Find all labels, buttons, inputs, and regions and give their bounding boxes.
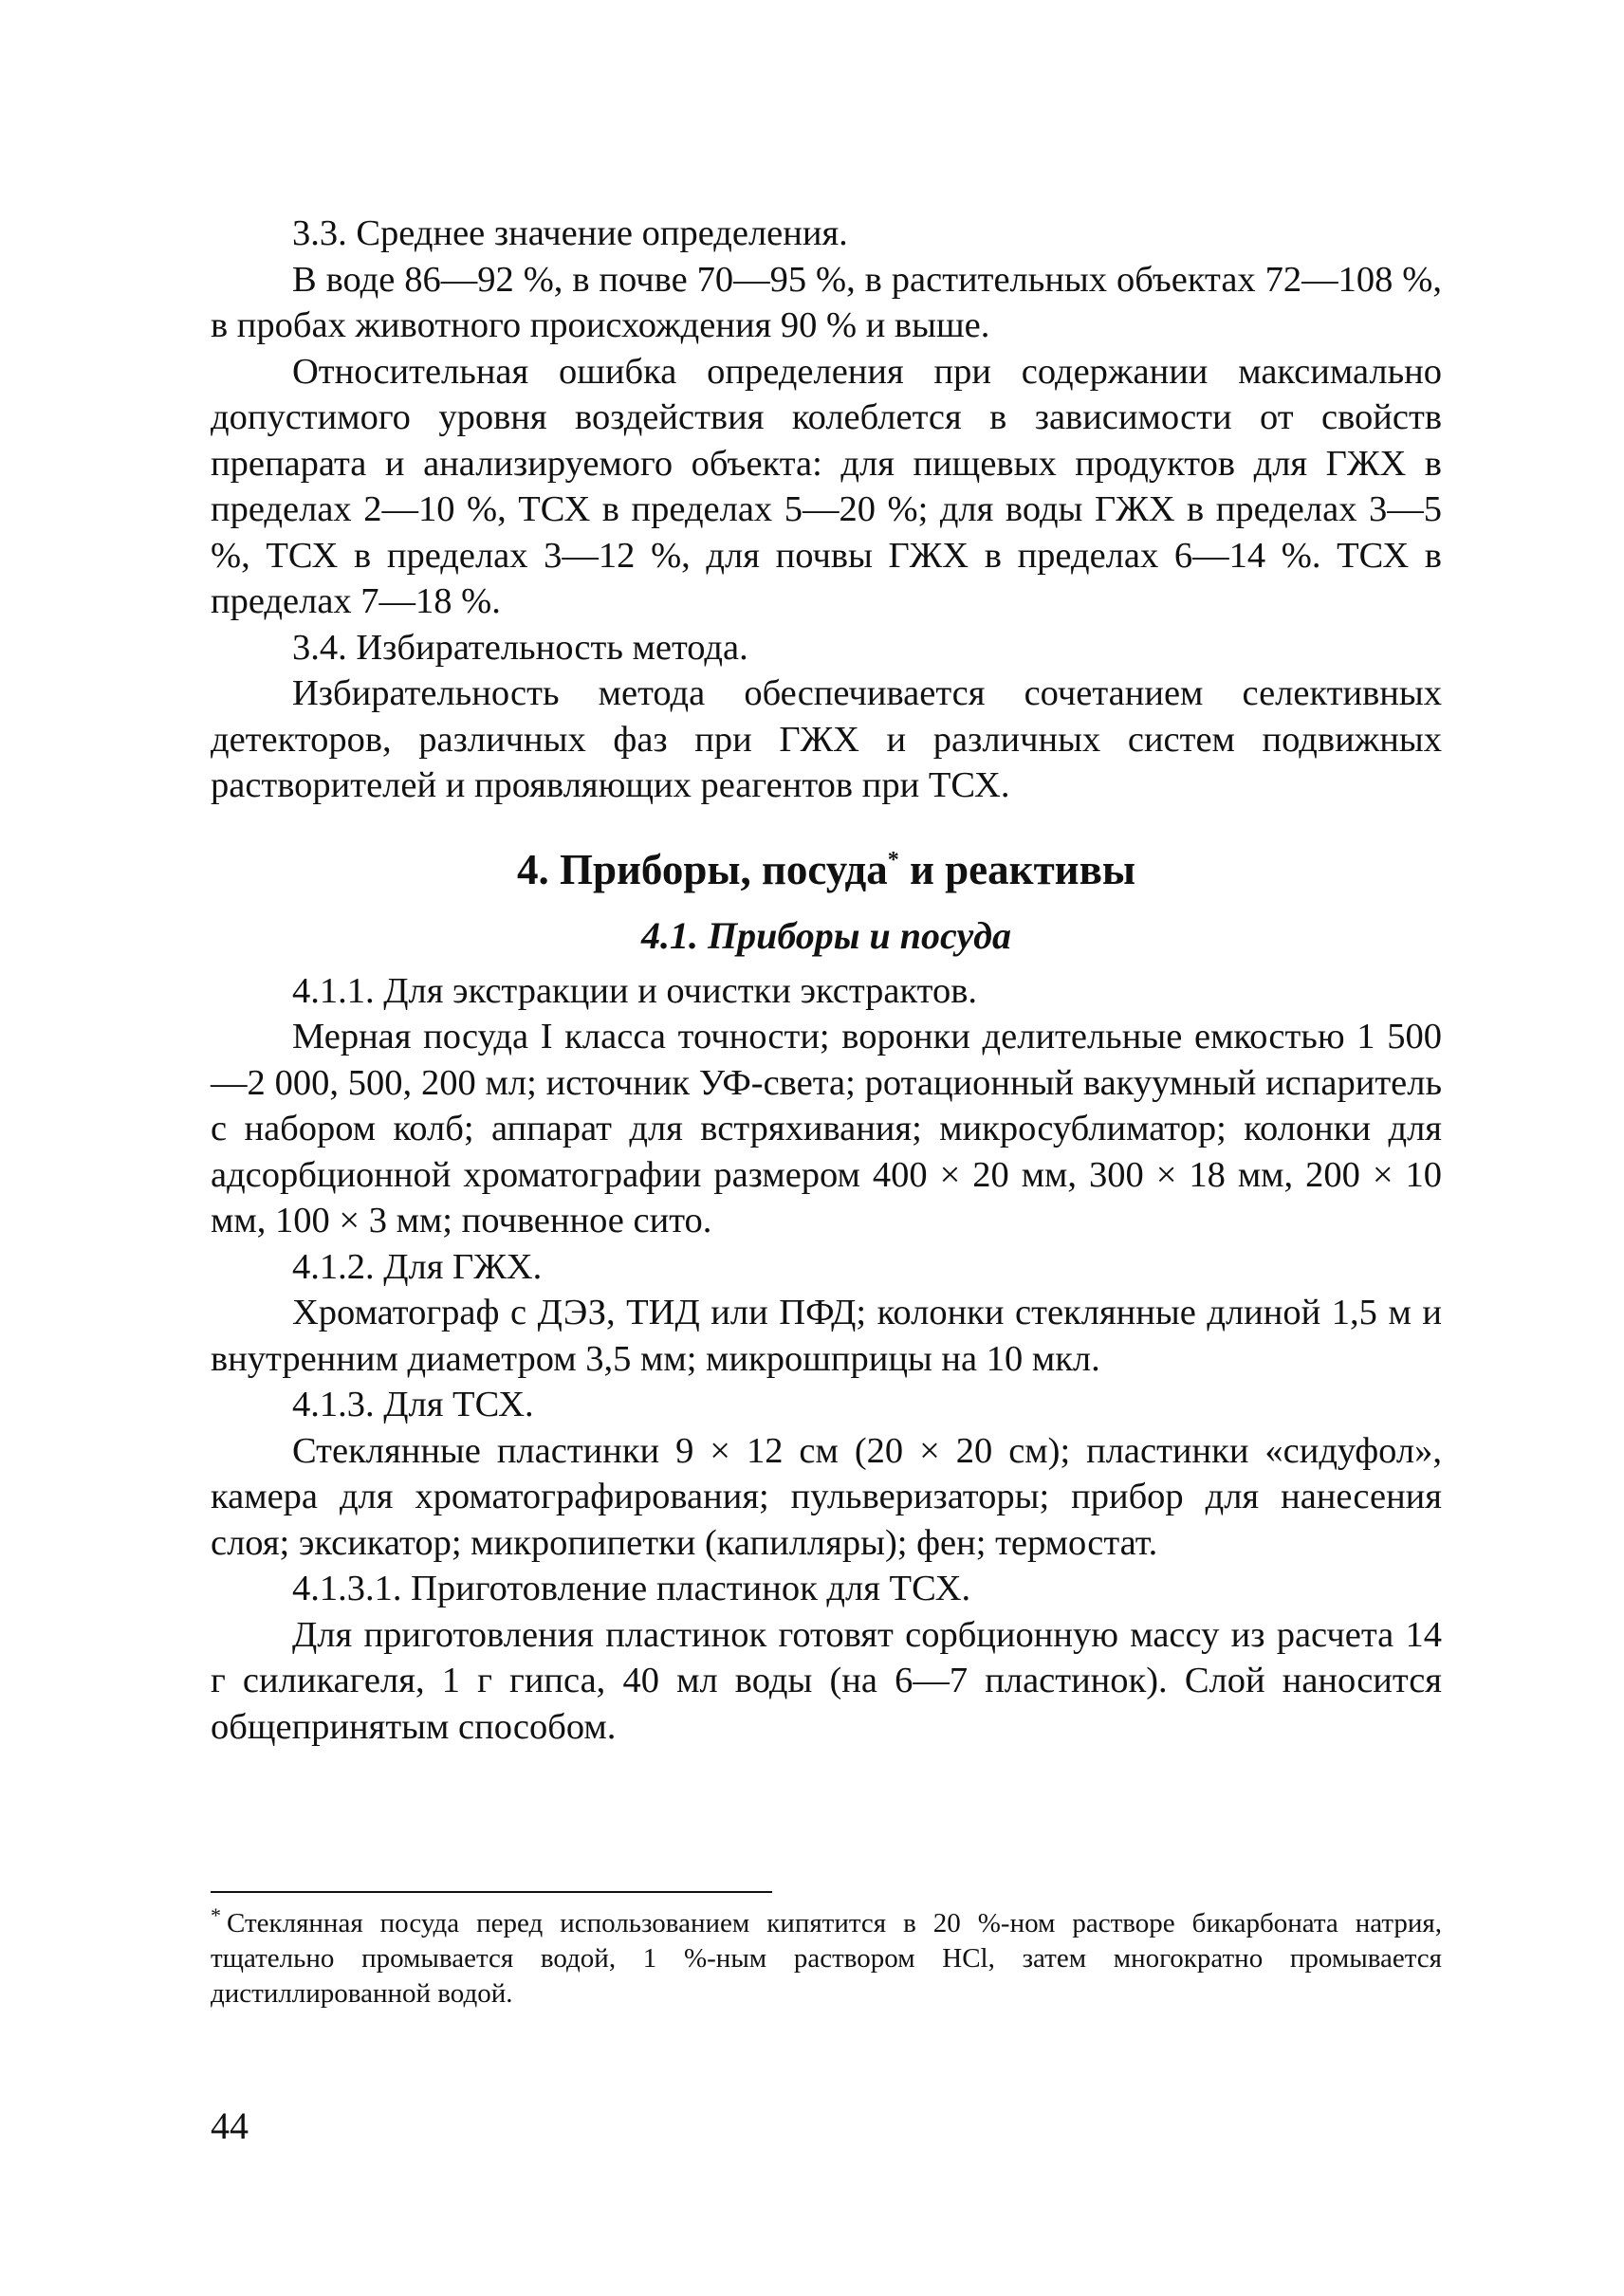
paragraph-4-1-3-heading: 4.1.3. Для ТСХ. bbox=[292, 1385, 534, 1424]
paragraph-plate-preparation: Для приготовления пластинок готовят сорбционную массу из расчета 14 г силикагеля, 1 г гипса, 40 мл воды (на 6—7 пластинок). Слой наносится общепринятым способом. bbox=[211, 1614, 1442, 1747]
footnote-mark: * bbox=[211, 1903, 221, 1927]
paragraph-recovery-values: В воде 86—92 %, в почве 70—95 %, в растительных объектах 72—108 %, в пробах животного происхождения 90 % и выше. bbox=[211, 259, 1442, 345]
paragraph-selectivity: Избирательность метода обеспечивается сочетанием селективных детекторов, различных фаз при ГЖХ и различных систем подвижных растворителей и проявляющих реагентов при ТСХ. bbox=[211, 673, 1442, 805]
footnote-reference-mark: * bbox=[887, 847, 899, 872]
section-title-end: и реактивы bbox=[898, 845, 1136, 893]
subsection-title: 4.1. Приборы и посуда bbox=[641, 913, 1011, 957]
section-title bbox=[211, 841, 1442, 898]
footnote-divider bbox=[211, 1891, 772, 1893]
page-number: 44 bbox=[211, 2104, 249, 2147]
paragraph-4-1-2-heading: 4.1.2. Для ГЖХ. bbox=[292, 1246, 543, 1287]
paragraph-gc-equipment: Хроматограф с ДЭЗ, ТИД или ПФД; колонки стеклянные длиной 1,5 м и внутренним диаметром 3,5 мм; микрошприцы на 10 мкл. bbox=[211, 1293, 1442, 1379]
page-body bbox=[211, 211, 1442, 1750]
paragraph-tlc-equipment: Стеклянные пластинки 9 × 12 см (20 × 20 см); пластинки «сидуфол», камера для хроматографирования; пульверизаторы; прибор для нанесения слоя; эксикатор; микропипетки (капилляры); фен; термостат. bbox=[211, 1430, 1442, 1563]
footnote-text: Стеклянная посуда перед использованием кипятится в 20 %-ном растворе бикарбоната натрия, тщательно промывается водой, 1 %-ным раствором HCl, затем многократно промывается дистиллированной водой. bbox=[211, 1908, 1442, 2009]
paragraph-extraction-equipment: Мерная посуда I класса точности; воронки делительные емкостью 1 500—2 000, 500, 200 мл; источник УФ-света; ротационный вакуумный испаритель с набором колб; аппарат для встряхивания; микросублиматор; колонки для адсорбционной хроматографии размером 400 × 20 мм, 300 × 18 мм, 200 × 10 мм, 100 × 3 мм; почвенное сито. bbox=[211, 1017, 1442, 1240]
paragraph-4-1-3-1-heading: 4.1.3.1. Приготовление пластинок для ТСХ. bbox=[292, 1569, 971, 1608]
paragraph-3-4-heading: 3.4. Избирательность метода. bbox=[292, 627, 748, 668]
paragraph-3-3-heading: 3.3. Среднее значение определения. bbox=[292, 213, 848, 253]
paragraph-4-1-1-heading: 4.1.1. Для экстракции и очистки экстрактов. bbox=[292, 970, 978, 1011]
section-title-text: 4. Приборы, посуда bbox=[516, 845, 888, 893]
paragraph-relative-error: Относительная ошибка определения при содержании максимально допустимого уровня воздействия колеблется в зависимости от свойств препарата и анализируемого объекта: для пищевых продуктов для ГЖХ в пределах 2—10 %, ТСХ в пределах 5—20 %; для воды ГЖХ в пределах 3—5 %, ТСХ в пределах 3—12 %, для почвы ГЖХ в пределах 6—14 %. ТСХ в пределах 7—18 %. bbox=[211, 351, 1442, 621]
footnote bbox=[211, 1903, 1442, 2011]
